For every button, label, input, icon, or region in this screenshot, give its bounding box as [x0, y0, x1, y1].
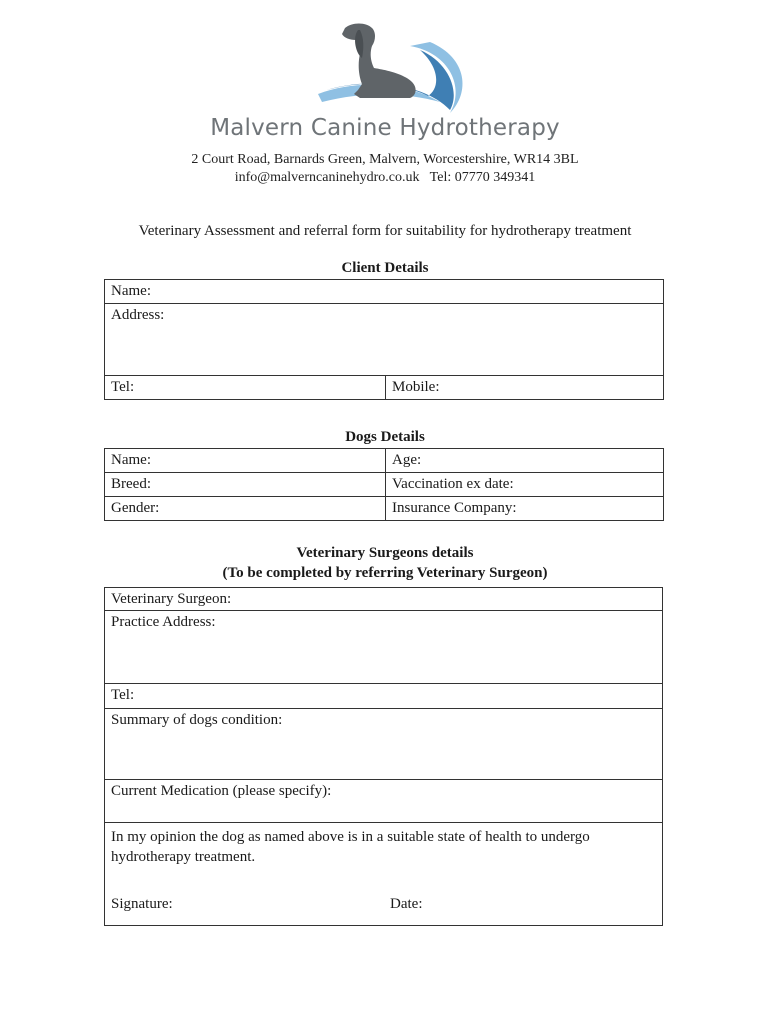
dog-name-field[interactable]: Name:: [105, 449, 386, 473]
contact-email-phone: info@malverncaninehydro.co.uk Tel: 07770 349341: [234, 170, 536, 185]
dog-age-field[interactable]: Age:: [386, 449, 664, 473]
vet-summary-field[interactable]: Summary of dogs condition:: [105, 709, 663, 780]
vet-details-heading: Veterinary Surgeons details: [296, 545, 474, 561]
vet-opinion-text: In my opinion the dog as named above is in a suitable state of health to undergo hydrotherapy treatment.: [111, 829, 590, 865]
vet-details-subheading: (To be completed by referring Veterinary Surgeon): [222, 565, 548, 581]
dog-insurance-field[interactable]: Insurance Company:: [386, 497, 664, 521]
client-details-table: [104, 279, 664, 400]
client-mobile-field[interactable]: Mobile:: [386, 376, 664, 400]
client-address-field[interactable]: Address:: [105, 304, 664, 376]
dog-vaccination-field[interactable]: Vaccination ex date:: [386, 473, 664, 497]
dog-gender-field[interactable]: Gender:: [105, 497, 386, 521]
vet-details-table: [104, 587, 663, 926]
dog-swimming-wave-logo-icon: [300, 18, 470, 118]
client-tel-field[interactable]: Tel:: [105, 376, 386, 400]
vet-tel-field[interactable]: Tel:: [105, 684, 663, 709]
vet-opinion-block: [105, 823, 663, 926]
vet-medication-field[interactable]: Current Medication (please specify):: [105, 780, 663, 823]
date-field[interactable]: Date:: [390, 896, 423, 912]
dog-breed-field[interactable]: Breed:: [105, 473, 386, 497]
client-name-field[interactable]: Name:: [105, 280, 664, 304]
signature-field[interactable]: Signature:: [111, 896, 173, 912]
signature-row: [111, 895, 656, 913]
header-logo: [0, 0, 770, 150]
brand-name: Malvern Canine Hydrotherapy: [210, 115, 560, 141]
form-title: Veterinary Assessment and referral form for suitability for hydrotherapy treatment: [138, 223, 632, 239]
contact-address: 2 Court Road, Barnards Green, Malvern, Worcestershire, WR14 3BL: [191, 152, 579, 167]
client-details-heading: Client Details: [341, 260, 429, 276]
dogs-details-table: [104, 448, 664, 521]
dogs-details-heading: Dogs Details: [345, 429, 425, 445]
vet-practice-address-field[interactable]: Practice Address:: [105, 611, 663, 684]
vet-surgeon-field[interactable]: Veterinary Surgeon:: [105, 588, 663, 611]
